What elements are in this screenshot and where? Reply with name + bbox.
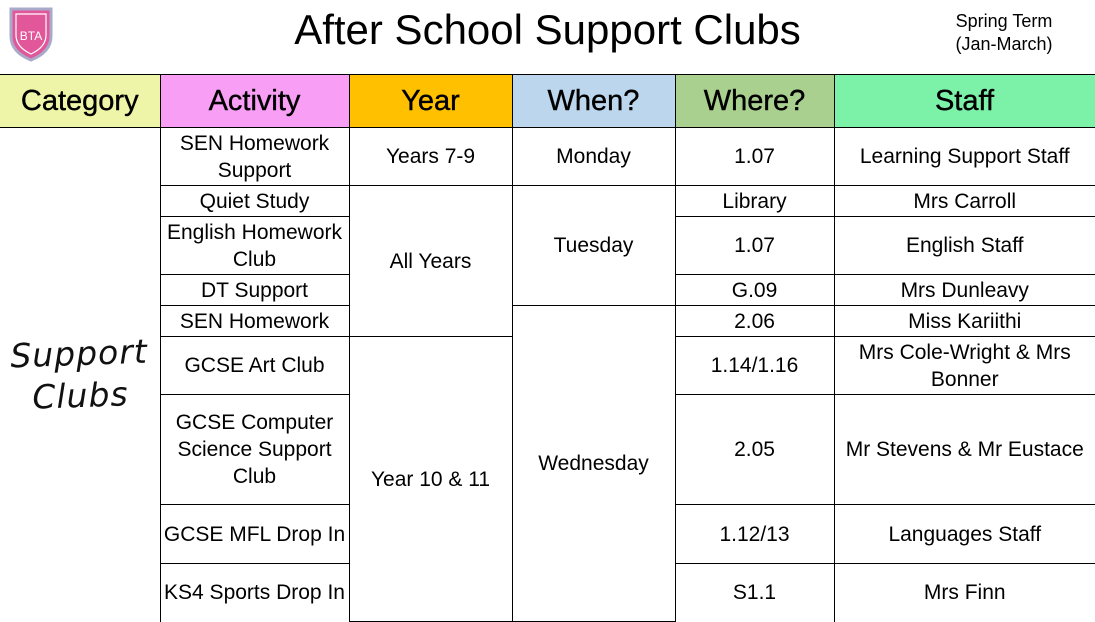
staff-cell: Mrs Carroll: [834, 186, 1095, 217]
activity-cell: GCSE Computer Science Support Club: [160, 395, 349, 505]
where-cell: 1.14/1.16: [675, 337, 834, 395]
term-line-1: Spring Term: [955, 11, 1053, 31]
where-cell: 2.06: [675, 306, 834, 337]
column-header-where: Where?: [675, 75, 834, 128]
where-cell: Library: [675, 186, 834, 217]
where-cell: S1.1: [675, 564, 834, 622]
category-label: [10, 330, 150, 419]
when-cell: Wednesday: [512, 306, 675, 622]
staff-cell: Mrs Cole-Wright & Mrs Bonner: [834, 337, 1095, 395]
activity-cell: SEN Homework: [160, 306, 349, 337]
column-header-year: Year: [349, 75, 512, 128]
category-label-line-1: Support: [9, 331, 149, 376]
where-cell: 2.05: [675, 395, 834, 505]
logo-text: BTA: [19, 29, 43, 43]
staff-cell: Mrs Dunleavy: [834, 275, 1095, 306]
column-header-staff: Staff: [834, 75, 1095, 128]
clubs-table: [0, 74, 1095, 622]
page-title: After School Support Clubs: [294, 6, 801, 53]
column-header-when: When?: [512, 75, 675, 128]
staff-cell: Mr Stevens & Mr Eustace: [834, 395, 1095, 505]
activity-cell: SEN Homework Support: [160, 128, 349, 186]
table-row: [0, 306, 1095, 337]
activity-cell: KS4 Sports Drop In: [160, 564, 349, 622]
column-header-activity: Activity: [160, 75, 349, 128]
page-header: [0, 0, 1095, 75]
staff-cell: Learning Support Staff: [834, 128, 1095, 186]
staff-cell: Miss Kariithi: [834, 306, 1095, 337]
category-cell: [0, 128, 160, 622]
staff-cell: Mrs Finn: [834, 564, 1095, 622]
when-cell: Tuesday: [512, 186, 675, 306]
category-label-line-2: Clubs: [31, 374, 130, 417]
year-cell: Year 10 & 11: [349, 337, 512, 622]
activity-cell: GCSE Art Club: [160, 337, 349, 395]
year-cell: All Years: [349, 186, 512, 337]
where-cell: 1.12/13: [675, 505, 834, 564]
where-cell: G.09: [675, 275, 834, 306]
where-cell: 1.07: [675, 217, 834, 275]
activity-cell: DT Support: [160, 275, 349, 306]
header-row: [0, 75, 1095, 128]
staff-cell: Languages Staff: [834, 505, 1095, 564]
activity-cell: Quiet Study: [160, 186, 349, 217]
when-cell: Monday: [512, 128, 675, 186]
activity-cell: English Homework Club: [160, 217, 349, 275]
year-cell: Years 7-9: [349, 128, 512, 186]
term-line-2: (Jan-March): [955, 34, 1053, 54]
activity-cell: GCSE MFL Drop In: [160, 505, 349, 564]
where-cell: 1.07: [675, 128, 834, 186]
column-header-category: Category: [0, 75, 160, 128]
staff-cell: English Staff: [834, 217, 1095, 275]
term-label: [939, 10, 1069, 56]
table-row: [0, 128, 1095, 186]
table-row: [0, 186, 1095, 217]
